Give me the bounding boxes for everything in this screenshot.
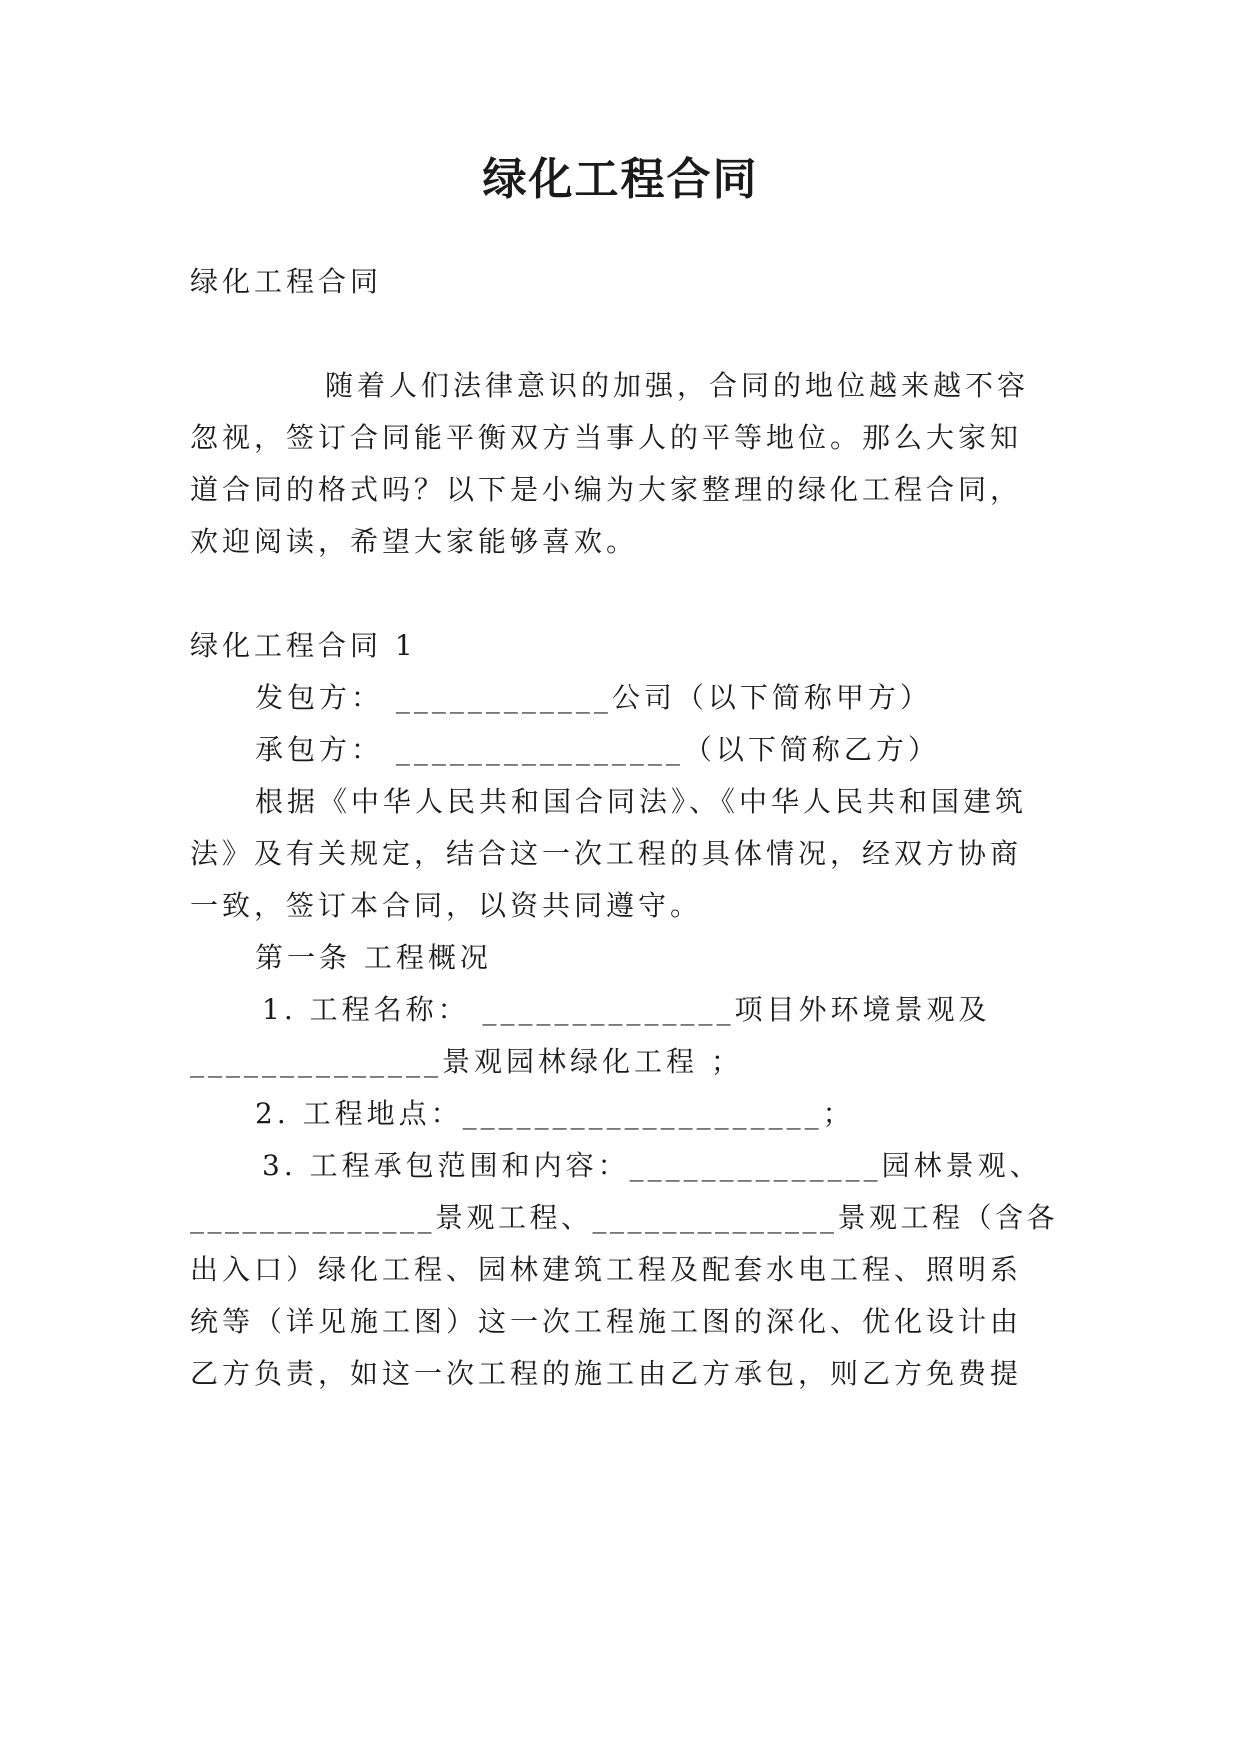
item-3-line-3: 出入口）绿化工程、园林建筑工程及配套水电工程、照明系 xyxy=(190,1253,1023,1286)
intro-line-2: 忽视，签订合同能平衡双方当事人的平等地位。那么大家知 xyxy=(190,421,1023,454)
document-title: 绿化工程合同 xyxy=(482,154,759,205)
employer-line: 发包方： ____________公司（以下简称甲方） xyxy=(255,681,932,714)
item-3-line-1: 3. 工程承包范围和内容：______________园林景观、 xyxy=(262,1149,1042,1182)
intro-line-4: 欢迎阅读，希望大家能够喜欢。 xyxy=(190,525,639,558)
basis-line-3: 一致，签订本合同，以资共同遵守。 xyxy=(190,889,703,922)
item-1-line-2: ______________景观园林绿化工程 ； xyxy=(190,1045,743,1078)
contractor-line: 承包方： ________________（以下简称乙方） xyxy=(255,733,940,766)
section-heading: 绿化工程合同 1 xyxy=(190,629,417,662)
item-3-line-5: 乙方负责，如这一次工程的施工由乙方承包，则乙方免费提 xyxy=(190,1357,1023,1390)
item-3-line-4: 统等（详见施工图）这一次工程施工图的深化、优化设计由 xyxy=(190,1305,1023,1338)
item-2-line: 2. 工程地点：____________________； xyxy=(255,1097,855,1130)
item-1-line-1: 1. 工程名称： ______________项目外环境景观及 xyxy=(262,993,991,1026)
intro-line-3: 道合同的格式吗？以下是小编为大家整理的绿化工程合同， xyxy=(190,473,1023,506)
intro-line-1: 随着人们法律意识的加强，合同的地位越来越不容 xyxy=(325,369,1030,402)
document-subtitle: 绿化工程合同 xyxy=(190,265,383,298)
item-3-line-2: ______________景观工程、______________景观工程（含各 xyxy=(190,1201,1059,1234)
basis-line-1: 根据《中华人民共和国合同法》、《中华人民共和国建筑 xyxy=(255,785,1028,818)
basis-line-2: 法》及有关规定，结合这一次工程的具体情况，经双方协商 xyxy=(190,837,1023,870)
article-1-heading: 第一条 工程概况 xyxy=(255,941,492,974)
